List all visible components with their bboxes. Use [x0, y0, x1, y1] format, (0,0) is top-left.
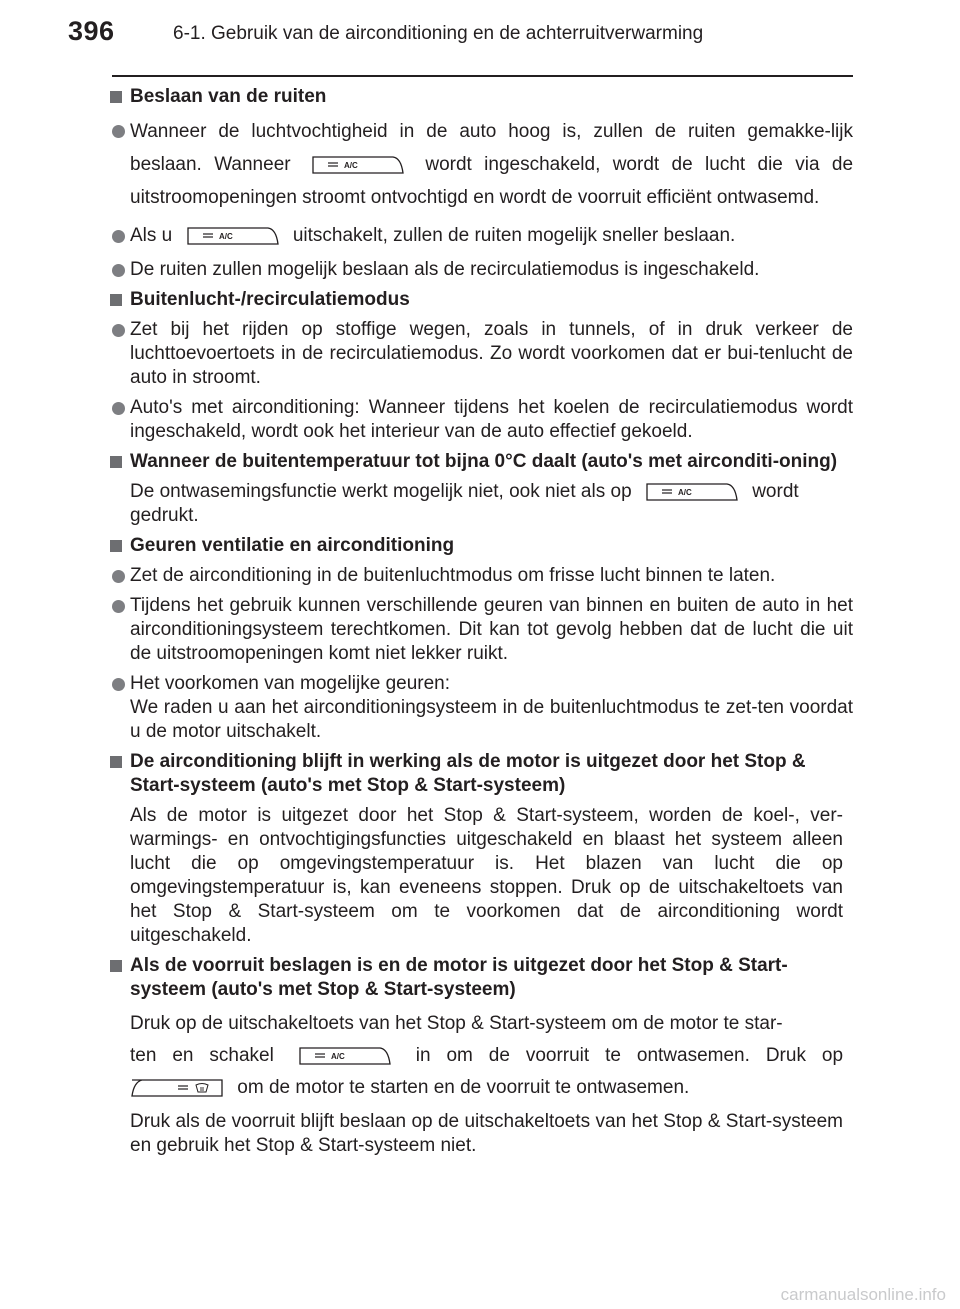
bullet-item: Wanneer de luchtvochtigheid in de auto hoog is, zullen de ruiten gemakke-lijk beslaan. Wanneer A/C wordt ingeschakeld, wordt de lucht die via de uitstroomopeningen stroomt ontvochtigd en wordt de voorruit efficiënt ontwasemd. [110, 115, 853, 214]
bullet-item: Tijdens het gebruik kunnen verschillende geuren van binnen en buiten de auto in het airconditioningsysteem terechtkomen. Dit kan tot gevolg hebben dat de lucht die uit de uitstroomopeningen komt niet lekker ruikt. [110, 594, 853, 666]
section-heading: Wanneer de buitentemperatuur tot bijna 0°C daalt (auto's met airconditi-oning) [110, 450, 853, 474]
svg-text:A/C: A/C [677, 487, 692, 497]
round-bullet-icon [112, 264, 125, 277]
bullet-item: Het voorkomen van mogelijke geuren: We raden u aan het airconditioningsysteem in de buitenluchtmodus te zet-ten voordat u de motor uitschakelt. [110, 672, 853, 744]
paragraph: Druk op de uitschakeltoets van het Stop & Start-systeem om de motor te star- ten en schakel A/C in om de voorruit te ontwasemen. Druk op om de motor te starten en de voorruit te ontwasemen. [130, 1013, 844, 1098]
svg-text:A/C: A/C [343, 160, 358, 170]
round-bullet-icon [112, 402, 125, 415]
bullet-item: Auto's met airconditioning: Wanneer tijdens het koelen de recirculatiemodus wordt ingeschakeld, wordt ook het interieur van de auto effectief gekoeld. [110, 396, 853, 444]
watermark: carmanualsonline.info [780, 1285, 946, 1304]
round-bullet-icon [112, 678, 125, 691]
a-c-button-icon [298, 1045, 392, 1067]
bullet-item: De ruiten zullen mogelijk beslaan als de recirculatiemodus is ingeschakeld. [110, 258, 853, 282]
paragraph: De ontwasemingsfunctie werkt mogelijk niet, ook niet als op A/C wordt gedrukt. [130, 481, 799, 526]
svg-text:A/C: A/C [218, 231, 233, 241]
bullet-item: Zet de airconditioning in de buitenluchtmodus om frisse lucht binnen te laten. [110, 564, 853, 588]
svg-text:A/C: A/C [330, 1051, 345, 1061]
paragraph: Als de motor is uitgezet door het Stop & Start-systeem, worden de koel-, ver-warmings- en ontvochtigingsfuncties uitgeschakeld en blaast het systeem alleen lucht die op omgevingstemperatuur is. Het blazen van lucht die op omgevingstemperatuur is, kan eveneens stoppen. Druk op de uitschakeltoets van het Stop & Start-systeem om te voorkomen dat de airconditioning wordt uitgeschakeld. [130, 805, 843, 946]
bullet-item: Zet bij het rijden op stoffige wegen, zoals in tunnels, of in druk verkeer de luchttoevoertoets in de recirculatiemodus. Zo wordt voorkomen dat er bui-tenlucht de auto in stroomt. [110, 318, 853, 390]
section-heading: De airconditioning blijft in werking als de motor is uitgezet door het Stop & Start-systeem (auto's met Stop & Start-systeem) [110, 750, 853, 798]
a-c-button-icon [186, 225, 280, 247]
square-bullet-icon [110, 540, 122, 552]
section-heading: Als de voorruit beslagen is en de motor is uitgezet door het Stop & Start-systeem (auto's met Stop & Start-systeem) [110, 954, 853, 1002]
round-bullet-icon [112, 230, 125, 243]
square-bullet-icon [110, 456, 122, 468]
paragraph: Druk als de voorruit blijft beslaan op de uitschakeltoets van het Stop & Start-systeem en gebruik het Stop & Start-systeem niet. [130, 1111, 843, 1156]
round-bullet-icon [112, 125, 125, 138]
round-bullet-icon [112, 600, 125, 613]
page-content [110, 85, 853, 1164]
section-title: 6-1. Gebruik van de airconditioning en de achterruitverwarming [173, 23, 704, 44]
square-bullet-icon [110, 294, 122, 306]
section-heading: Geuren ventilatie en airconditioning [110, 534, 853, 558]
square-bullet-icon [110, 91, 122, 103]
a-c-button-icon [645, 481, 739, 503]
a-c-button-icon [311, 154, 405, 176]
page-header [60, 14, 900, 54]
round-bullet-icon [112, 570, 125, 583]
bullet-item: Als u A/C uitschakelt, zullen de ruiten mogelijk sneller beslaan. [110, 220, 853, 252]
windshield-defog-button-icon [130, 1077, 224, 1099]
square-bullet-icon [110, 960, 122, 972]
section-heading: Beslaan van de ruiten [110, 85, 853, 109]
section-heading: Buitenlucht-/recirculatiemodus [110, 288, 853, 312]
round-bullet-icon [112, 324, 125, 337]
square-bullet-icon [110, 756, 122, 768]
page-number: 396 [68, 16, 115, 46]
header-rule [112, 75, 853, 77]
